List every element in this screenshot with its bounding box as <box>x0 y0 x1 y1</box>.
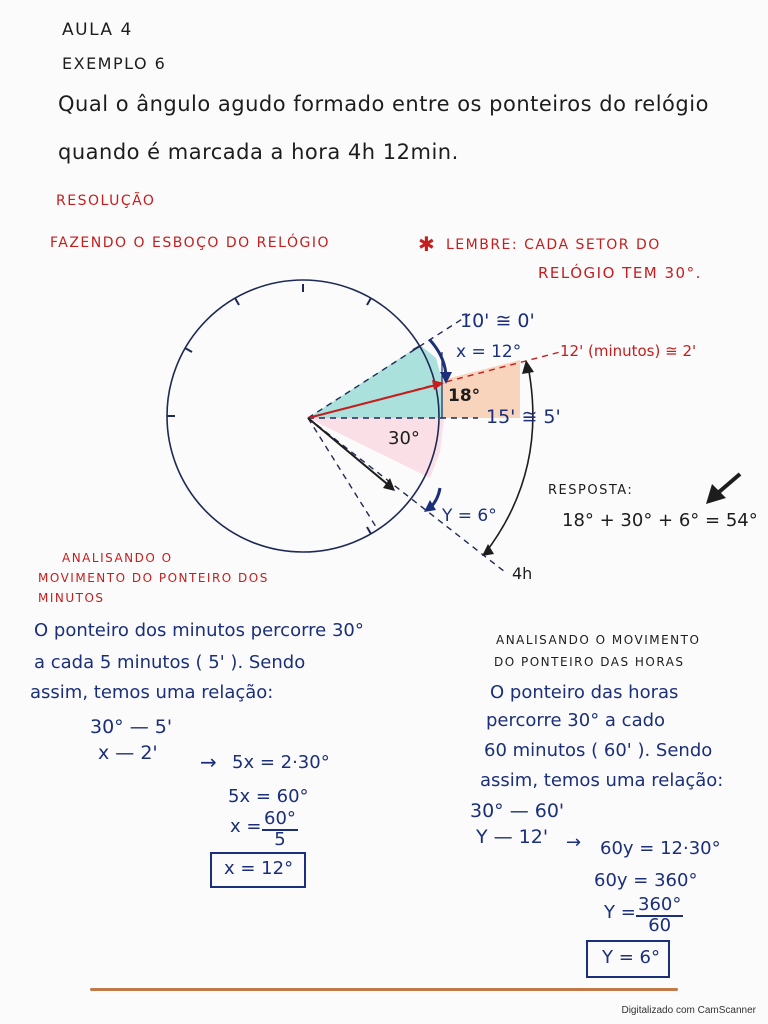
reminder-line-1: LEMBRE: CADA SETOR DO <box>446 237 661 253</box>
hours-eq-2: 60y = 360° <box>594 870 698 891</box>
minutes-text-1: O ponteiro dos minutos percorre 30° <box>34 620 364 641</box>
hours-text-2: percorre 30° a cado <box>486 710 666 731</box>
minutes-eq-3-fraction <box>262 810 298 850</box>
minutes-title-2: MOVIMENTO DO PONTEIRO DOS <box>38 571 269 585</box>
minutes-text-3: assim, temos uma relação: <box>30 682 274 703</box>
reminder-line-2: RELÓGIO TEM 30°. <box>538 264 702 282</box>
minutes-eq-1: 5x = 2·30° <box>232 752 330 773</box>
hours-eq-1: 60y = 12·30° <box>600 838 721 859</box>
label-10-min: 10' ≅ 0' <box>460 310 535 332</box>
label-4h: 4h <box>512 564 533 583</box>
tick-10 <box>185 348 192 352</box>
fraction-numerator: 60° <box>264 808 296 829</box>
label-18-deg: 18° <box>448 386 481 406</box>
fraction-numerator: 360° <box>638 894 682 915</box>
label-15-min: 15' ≅ 5' <box>486 406 561 428</box>
teal-sector <box>308 345 444 418</box>
minutes-text-2: a cada 5 minutos ( 5' ). Sendo <box>34 652 306 673</box>
hours-arrow-right-icon: → <box>566 832 582 853</box>
arrow-right-icon: → <box>200 750 217 774</box>
sketch-heading: FAZENDO O ESBOÇO DO RELÓGIO <box>50 235 330 251</box>
page-bottom-rule <box>90 988 678 991</box>
question-line-1: Qual o ângulo agudo formado entre os ponteiros do relógio <box>58 92 709 116</box>
example-title: EXEMPLO 6 <box>62 54 167 73</box>
hours-title-1: ANALISANDO O MOVIMENTO <box>496 633 701 647</box>
minutes-result-box <box>210 852 306 888</box>
minutes-result: x = 12° <box>224 858 294 879</box>
hours-text-1: O ponteiro das horas <box>490 682 679 703</box>
tick-11 <box>235 298 239 305</box>
fraction-denominator: 5 <box>274 828 286 850</box>
lesson-title: AULA 4 <box>62 20 133 40</box>
asterisk-icon: ✱ <box>418 232 435 256</box>
label-30-deg: 30° <box>388 428 420 449</box>
label-x-angle: x = 12° <box>456 342 522 362</box>
hours-result-box <box>586 940 670 978</box>
minutes-eq-3-lhs: x = <box>230 816 262 837</box>
minutes-relation-1: 30° — 5' <box>90 716 173 738</box>
minutes-relation-2: x — 2' <box>98 742 158 764</box>
hours-eq-3-lhs: Y = <box>604 902 636 923</box>
pink-sector <box>308 418 444 478</box>
hours-eq-3-fraction <box>636 896 683 936</box>
label-y-angle: Y = 6° <box>442 506 497 526</box>
minutes-eq-2: 5x = 60° <box>228 786 309 807</box>
answer-expression: 18° + 30° + 6° = 54° <box>562 510 758 531</box>
scanner-watermark: Digitalizado com CamScanner <box>621 1005 756 1016</box>
question-line-2: quando é marcada a hora 4h 12min. <box>58 140 459 164</box>
hours-text-3: 60 minutos ( 60' ). Sendo <box>484 740 713 761</box>
tick-1 <box>367 298 371 305</box>
answer-label: RESPOSTA: <box>548 483 634 498</box>
hours-title-2: DO PONTEIRO DAS HORAS <box>494 655 685 669</box>
hours-relation-1: 30° — 60' <box>470 800 565 822</box>
hour-hand-arrowhead <box>383 478 395 491</box>
fraction-denominator: 60 <box>648 914 672 936</box>
tick-5 <box>367 527 371 534</box>
hours-relation-2: Y — 12' <box>476 826 549 848</box>
label-12-min: 12' (minutos) ≅ 2' <box>560 342 697 360</box>
hours-result: Y = 6° <box>602 947 660 968</box>
minutes-title-3: MINUTOS <box>38 591 105 605</box>
resolution-title: RESOLUÇÃO <box>56 193 156 209</box>
hours-text-4: assim, temos uma relação: <box>480 770 724 791</box>
minutes-title-1: ANALISANDO O <box>62 551 173 565</box>
